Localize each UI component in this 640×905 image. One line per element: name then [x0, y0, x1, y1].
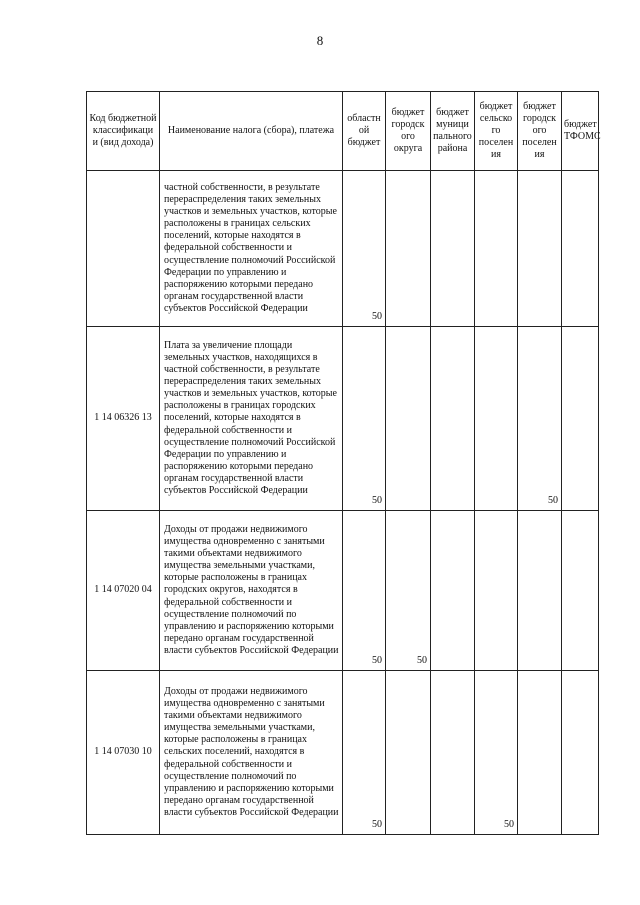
value-regional: 50 — [343, 671, 386, 835]
value-municipal-district — [431, 511, 475, 671]
header-city-district: бюджет городск ого округа — [386, 92, 431, 171]
value-city-district — [386, 671, 431, 835]
header-tfoms: бюджет ТФОМС — [562, 92, 599, 171]
row-name: Доходы от продажи недвижимого имущества одновременно с занятыми такими объектами недвижимого имущества земельными участками, которые расположены в границах сельских поселений, находятся в федеральной собственности и осуществление полномочий по управлению и распоряжению которыми передано органам государственной власти субъектов Российской Федерации — [160, 671, 343, 835]
row-code — [87, 171, 160, 327]
page-number: 8 — [316, 33, 324, 48]
row-name: Плата за увеличение площади земельных участков, находящихся в частной собственности, в результате перераспределения таких земельных участков и земельных участков, которые расположены в границах городских поселений, которые находятся в федеральной собственности и осуществление полномочий Российской Федерации по управлению и распоряжению которыми передано органам государственной власти субъектов Российской Федерации — [160, 327, 343, 511]
row-name: частной собственности, в результате перераспределения таких земельных участков и земельных участков, которые расположены в границах сельских поселений, которые находятся в федеральной собственности и осуществление полномочий Российской Федерации по управлению и распоряжению которыми передано органам государственной власти субъектов Российской Федерации — [160, 171, 343, 327]
value-rural-settlement — [475, 327, 518, 511]
value-tfoms — [562, 511, 599, 671]
table-header-row — [87, 92, 599, 171]
value-municipal-district — [431, 171, 475, 327]
value-urban-settlement — [518, 511, 562, 671]
value-municipal-district — [431, 327, 475, 511]
value-urban-settlement — [518, 171, 562, 327]
value-rural-settlement: 50 — [475, 671, 518, 835]
value-regional: 50 — [343, 511, 386, 671]
table-row — [87, 511, 599, 671]
row-name: Доходы от продажи недвижимого имущества одновременно с занятыми такими объектами недвижимого имущества земельными участками, которые расположены в границах городских округов, находятся в федеральной собственности и осуществление полномочий по управлению и распоряжению которыми передано органам государственной власти субъектов Российской Федерации — [160, 511, 343, 671]
header-regional: областн ой бюджет — [343, 92, 386, 171]
value-municipal-district — [431, 671, 475, 835]
value-city-district: 50 — [386, 511, 431, 671]
header-rural-settlement: бюджет сельско го поселен ия — [475, 92, 518, 171]
value-urban-settlement — [518, 671, 562, 835]
value-city-district — [386, 171, 431, 327]
value-rural-settlement — [475, 171, 518, 327]
value-tfoms — [562, 327, 599, 511]
value-rural-settlement — [475, 511, 518, 671]
value-city-district — [386, 327, 431, 511]
table-row — [87, 171, 599, 327]
budget-distribution-table — [86, 91, 599, 835]
row-code: 1 14 07020 04 — [87, 511, 160, 671]
header-urban-settlement: бюджет городск ого поселен ия — [518, 92, 562, 171]
table-row — [87, 671, 599, 835]
value-regional: 50 — [343, 327, 386, 511]
value-tfoms — [562, 171, 599, 327]
value-urban-settlement: 50 — [518, 327, 562, 511]
row-code: 1 14 07030 10 — [87, 671, 160, 835]
header-municipal-district: бюджет муници пального района — [431, 92, 475, 171]
value-regional: 50 — [343, 171, 386, 327]
header-code: Код бюджетной классификаци и (вид дохода) — [87, 92, 160, 171]
table-row — [87, 327, 599, 511]
value-tfoms — [562, 671, 599, 835]
header-name: Наименование налога (сбора), платежа — [160, 92, 343, 171]
row-code: 1 14 06326 13 — [87, 327, 160, 511]
